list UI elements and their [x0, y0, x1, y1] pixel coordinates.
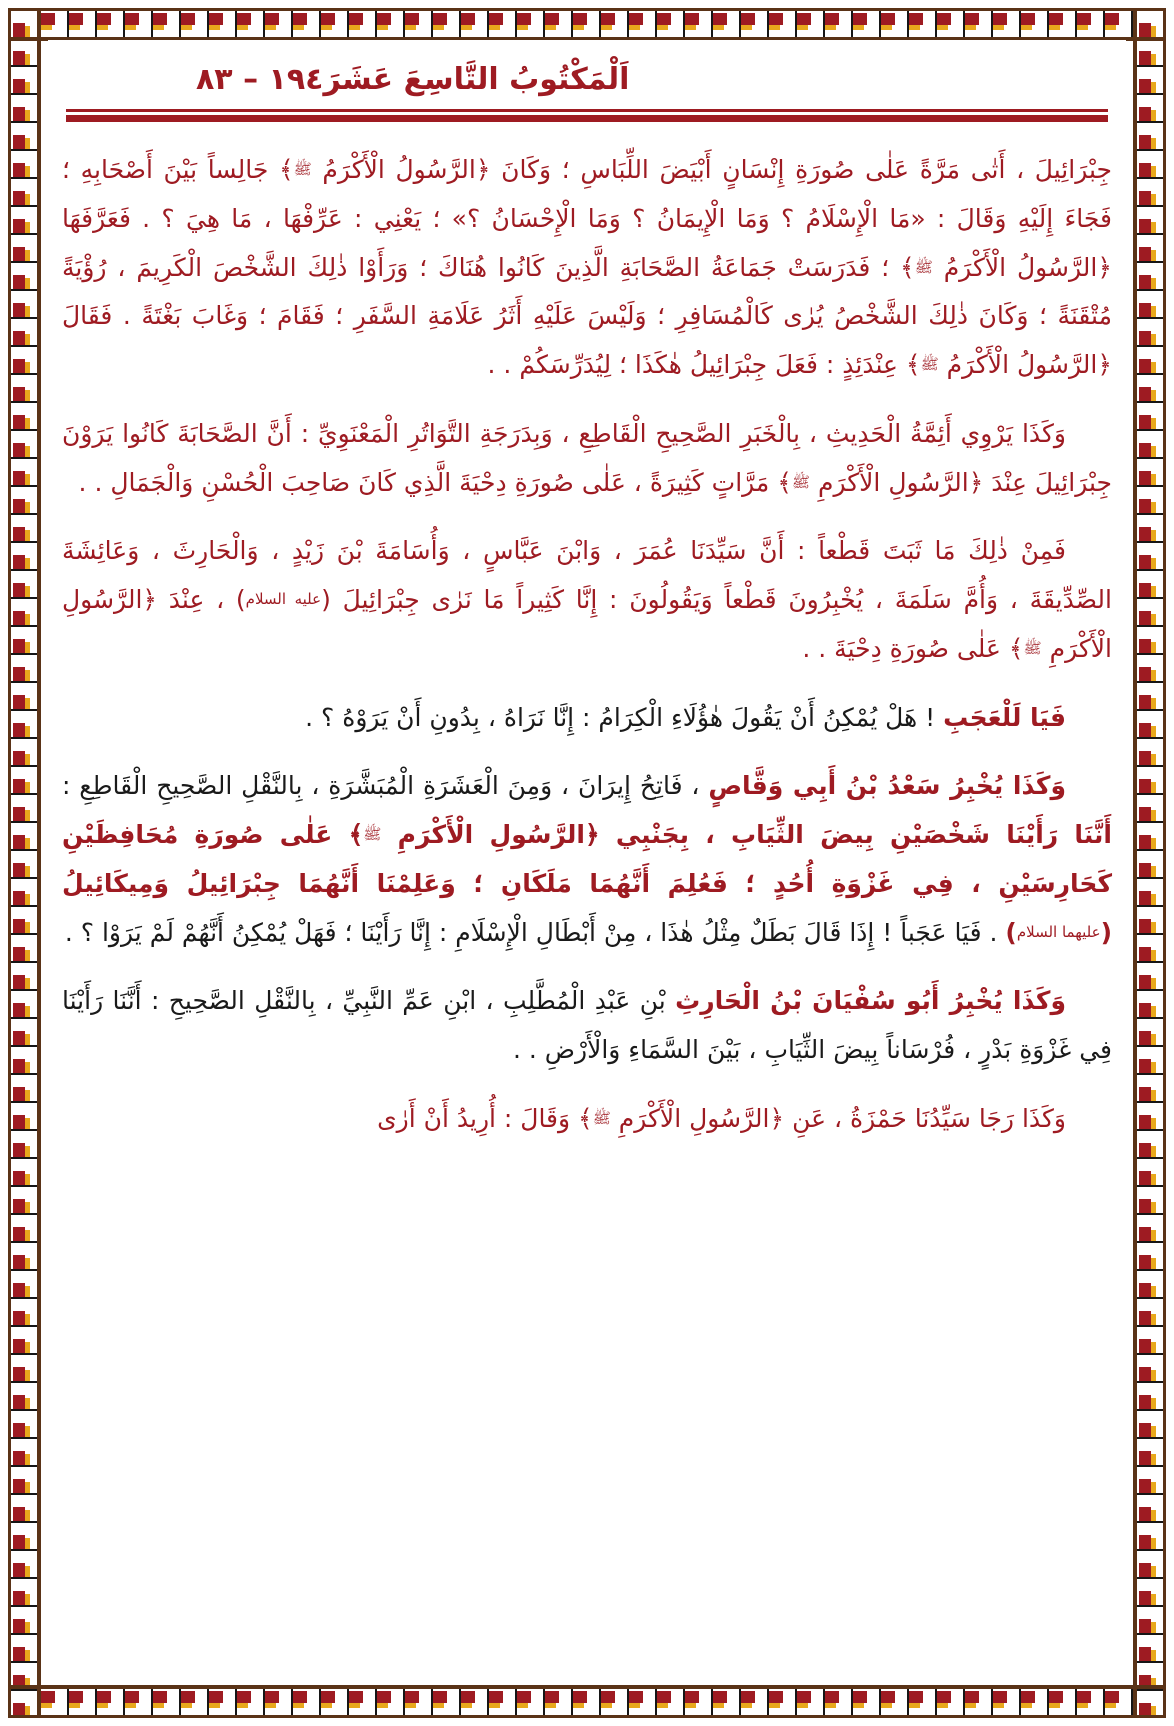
border-rail-right [1133, 11, 1137, 1715]
text-run: وَكَذَا يَرْوِي أَئِمَّةُ الْحَدِيثِ ، بِالْخَبَرِ الصَّحِيحِ الْقَاطِعِ ، وَبِدَرَجَةِ التَّوَاتُرِ الْمَعْنَوِيِّ : أَنَّ الصَّحَابَةَ كَانُوا يَرَوْنَ جِبْرَائِيلَ عِنْدَ ﴿الرَّسُولِ الْأَكْرَمِ [62, 418, 1112, 497]
page-title: اَلْمَكْتُوبُ التَّاسِعَ عَشَرَ [323, 62, 630, 97]
border-braid-left [11, 11, 37, 1715]
text-run: فَمِنْ ذٰلِكَ مَا ثَبَتَ قَطْعاً : أَنَّ سَيِّدَنَا عُمَرَ ، وَابْنَ عَبَّاسٍ ، وَأُسَامَةَ بْنَ زَيْدٍ ، وَالْحَارِثَ ، وَعَائِشَةَ الصِّدِّيقَةَ ، وَأُمَّ سَلَمَةَ ، يُخْبِرُونَ قَطْعاً وَيَقُولُونَ : إِنَّا كَثِيراً مَا نَرٰى جِبْرَائِيلَ ( [62, 536, 1112, 614]
text-run: فَيَا لَلْعَجَبِ [943, 702, 1066, 732]
text-run: ) [1005, 917, 1017, 947]
body-paragraph [62, 527, 1112, 673]
honorific-siglum: ﷺ [920, 355, 939, 373]
text-run: وَكَذَا يُخْبِرُ سَعْدُ بْنُ أَبِي وَقَّاصٍ [708, 771, 1066, 801]
honorific-siglum: عليهما السلام [1016, 922, 1101, 941]
body-text [62, 146, 1112, 1144]
honorific-siglum: ﷺ [363, 825, 382, 843]
text-run: ﴾ ؛ فَدَرَسَتْ جَمَاعَةُ الصَّحَابَةِ الَّذِينَ كَانُوا هُنَاكَ ؛ وَرَأَوْا ذٰلِكَ الشَّخْصَ الْكَرِيمَ ، رُؤْيَةً مُتْقَنَةً ؛ وَكَانَ ذٰلِكَ الشَّخْصُ يُرٰى كَالْمُسَافِرِ ؛ وَلَيْسَ عَلَيْهِ أَثَرُ عَلَامَةِ السَّفَرِ ؛ فَقَامَ ؛ وَغَابَ بَغْتَةً . فَقَالَ ﴿الرَّسُولُ الْأَكْرَمُ [62, 252, 1112, 379]
text-run: ) ، عِنْدَ ﴿الرَّسُولِ الْأَكْرَمِ [62, 585, 1112, 663]
text-run: أَنَّنَا رَأَيْنَا شَخْصَيْنِ بِيضَ الثِّيَابِ ، بِجَنْبِي ﴿الرَّسُولِ الْأَكْرَمِ [381, 820, 1112, 849]
text-run: ، فَاتِحُ إِيرَانَ ، وَمِنَ الْعَشَرَةِ الْمُبَشَّرَةِ ، بِالنَّقْلِ الصَّحِيحِ الْقَاطِعِ : [62, 771, 709, 801]
text-run: . فَيَا عَجَباً ! إِذَا قَالَ بَطَلٌ مِثْلُ هٰذَا ، مِنْ أَبْطَالِ الْإِسْلَامِ : إِنَّا رَأَيْنَا ؛ فَهَلْ يُمْكِنُ أَنَّهُمْ لَمْ يَرَوْا ؟ . [64, 917, 1006, 947]
border-braid-bottom [11, 1689, 1163, 1715]
honorific-siglum: ﷺ [293, 160, 312, 178]
text-run: ﴾ وَقَالَ : أُرِيدُ أَنْ أَرٰى [377, 1103, 593, 1133]
text-run: ! هَلْ يُمْكِنُ أَنْ يَقُولَ هٰؤُلَاءِ الْكِرَامُ : إِنَّا نَرَاهُ ، بِدُونِ أَنْ يَرَوْهُ ؟ . [305, 702, 944, 732]
body-paragraph [62, 410, 1112, 508]
text-run: ﴾ مَرَّاتٍ كَثِيرَةً ، عَلٰى صُورَةِ دِحْيَةَ الَّذِي كَانَ صَاحِبَ الْحُسْنِ وَالْجَمَالِ . . [78, 467, 792, 497]
divider-thick-line [66, 115, 1108, 122]
page-number: ١٩٤ – ٨٣ [196, 62, 324, 97]
border-braid-right [1137, 11, 1163, 1715]
honorific-siglum: ﷺ [914, 257, 933, 276]
text-run: ﴾ جَالِساً بَيْنَ أَصْحَابِهِ ؛ فَجَاءَ إِلَيْهِ وَقَالَ : «مَا الْإِسْلَامُ ؟ وَمَا الْإِيمَانُ ؟ وَمَا الْإِحْسَانُ ؟» ؛ يَعْنِي : عَرِّفْهَا ، مَا هِيَ ؟ . فَعَرَّفَهَا ﴿الرَّسُولُ الْأَكْرَمُ [62, 155, 1112, 282]
body-paragraph [62, 146, 1112, 390]
text-run: ﴾ عَلٰى صُورَةِ مُحَافِظَيْنِ كَحَارِسَيْنِ ، فِي غَزْوَةِ أُحُدٍ ؛ فَعُلِمَ أَنَّهُمَا مَلَكَانِ ؛ وَعَلِمْنَا أَنَّهُمَا جِبْرَائِيلُ وَمِيكَائِيلُ ( [62, 820, 1112, 947]
honorific-siglum: ﷺ [1023, 638, 1042, 657]
running-head [62, 58, 1112, 97]
text-run: جِبْرَائِيلَ ، أَتٰى مَرَّةً عَلٰى صُورَةِ إِنْسَانٍ أَبْيَضَ اللِّبَاسِ ؛ وَكَانَ ﴿الرَّسُولُ الْأَكْرَمُ [311, 155, 1112, 184]
text-run: ﴾ عِنْدَئِذٍ : فَعَلَ جِبْرَائِيلُ هٰكَذَا ؛ لِيُدَرِّسَكُمْ . . [487, 350, 921, 379]
text-run: ﴾ عَلٰى صُورَةِ دِحْيَةَ . . [802, 633, 1024, 663]
text-run: وَكَذَا يُخْبِرُ أَبُو سُفْيَانَ بْنُ الْحَارِثِ [675, 986, 1066, 1016]
body-paragraph [62, 977, 1112, 1075]
border-rail-bottom [11, 1685, 1163, 1689]
header-divider-rule [66, 109, 1108, 120]
body-paragraph [62, 762, 1112, 957]
honorific-siglum: ﷺ [791, 472, 811, 491]
text-run: وَكَذَا رَجَا سَيِّدُنَا حَمْزَةُ ، عَنِ ﴿الرَّسُولِ الْأَكْرَمِ [610, 1103, 1066, 1133]
honorific-siglum: عليه السلام [245, 590, 322, 608]
border-braid-top [11, 11, 1163, 37]
body-paragraph [62, 1095, 1112, 1144]
page-content [48, 40, 1126, 1682]
honorific-siglum: ﷺ [592, 1108, 611, 1127]
text-run: بْنِ عَبْدِ الْمُطَّلِبِ ، ابْنِ عَمِّ النَّبِيِّ ، بِالنَّقْلِ الصَّحِيحِ : أَنَّنَا رَأَيْنَا فِي غَزْوَةِ بَدْرٍ ، فُرْسَاناً بِيضَ الثِّيَابِ ، بَيْنَ السَّمَاءِ وَالْأَرْضِ . . [62, 986, 1112, 1064]
divider-thin-line [66, 109, 1108, 112]
body-paragraph [62, 694, 1112, 743]
border-rail-left [37, 11, 41, 1715]
